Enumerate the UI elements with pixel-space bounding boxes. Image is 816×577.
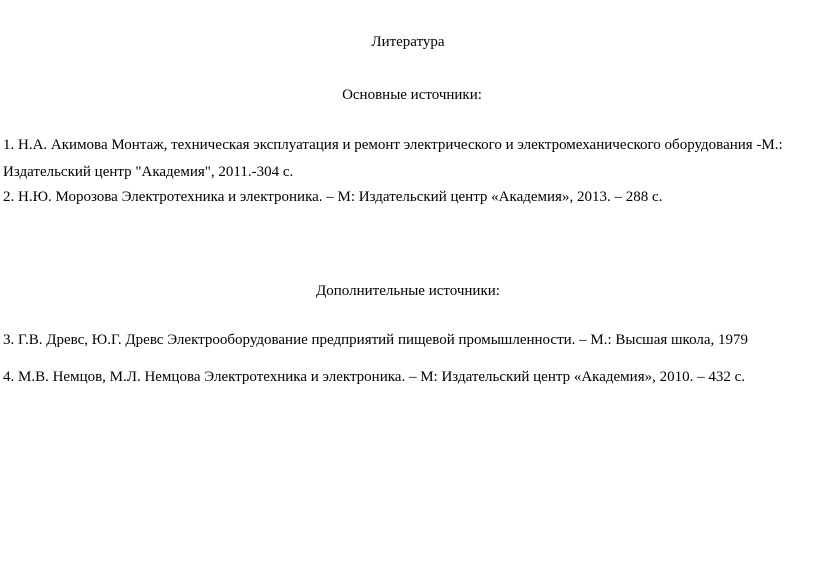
primary-sources-heading: Основные источники: <box>342 87 482 103</box>
source-3: 3. Г.В. Древс, Ю.Г. Древс Электрооборудование предприятий пищевой промышленности. – М.: Высшая школа, 1979 <box>3 332 749 348</box>
source-2: 2. Н.Ю. Морозова Электротехника и электроника. – М: Издательский центр «Академия», 2013. – 288 с. <box>3 189 663 205</box>
source-1-line-1: 1. Н.А. Акимова Монтаж, техническая эксплуатация и ремонт электрического и электромеханического оборудования -М.: <box>3 137 783 153</box>
additional-sources-heading: Дополнительные источники: <box>316 283 500 299</box>
source-1-line-2: Издательский центр "Академия", 2011.-304 с. <box>3 164 294 180</box>
source-4: 4. М.В. Немцов, М.Л. Немцова Электротехника и электроника. – М: Издательский центр «Академия», 2010. – 432 с. <box>3 369 746 385</box>
page-title: Литература <box>371 34 445 50</box>
